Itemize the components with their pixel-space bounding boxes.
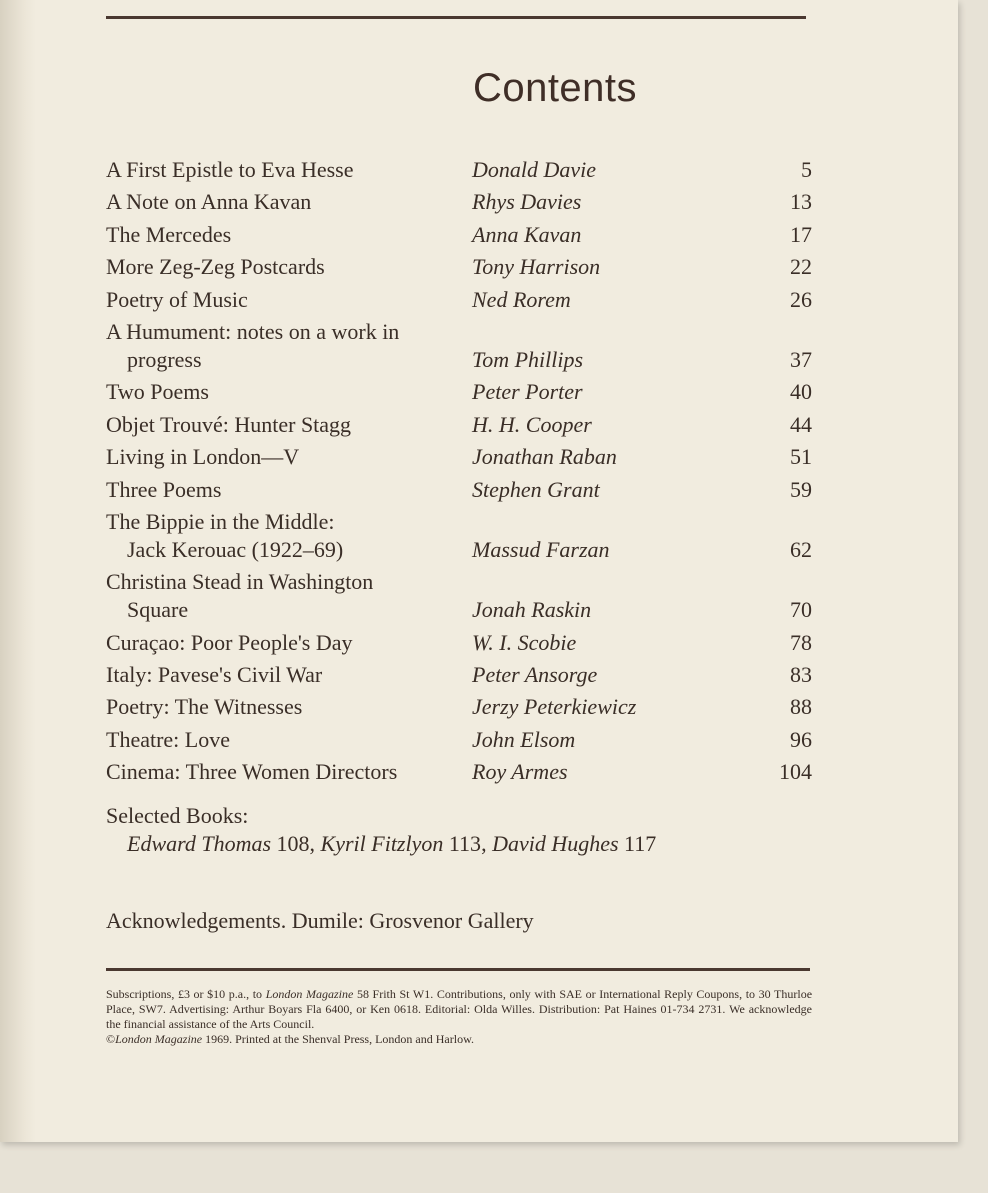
entry-title: Theatre: Love (106, 726, 230, 752)
entry-author: Rhys Davies (472, 189, 582, 215)
entry-author: John Elsom (472, 726, 576, 752)
entry-author: Tony Harrison (472, 254, 601, 280)
book-separator: , (309, 831, 321, 856)
entry-page-number: 44 (790, 411, 812, 437)
entry-title: More Zeg-Zeg Postcards (106, 254, 325, 280)
entry-author: Jonathan Raban (472, 444, 617, 470)
entry-author: Stephen Grant (472, 476, 600, 502)
entry-author: Donald Davie (472, 157, 597, 182)
entry-title: Cinema: Three Women Directors (106, 759, 398, 785)
contents-entry (106, 693, 812, 721)
footer-magazine-name: London Magazine (265, 987, 354, 1001)
entry-page-number: 5 (801, 157, 812, 182)
entry-author: H. H. Cooper (472, 411, 592, 437)
contents-entry (106, 508, 812, 564)
entry-title: Italy: Pavese's Civil War (106, 662, 323, 688)
contents-entry (106, 188, 812, 216)
entry-title: A First Epistle to Eva Hesse (106, 157, 354, 182)
selected-books-list (106, 830, 656, 858)
book-separator: , (481, 831, 493, 856)
entry-page-number: 70 (790, 597, 812, 623)
entry-author: Massud Farzan (472, 536, 610, 562)
contents-entry (106, 476, 812, 504)
entry-page-number: 51 (790, 444, 812, 470)
entry-author: Peter Porter (472, 379, 583, 405)
selected-books (106, 802, 656, 858)
entry-author: Ned Rorem (472, 286, 571, 312)
book-author: David Hughes (492, 831, 619, 856)
acknowledgements: Acknowledgements. Dumile: Grosvenor Gallery (106, 908, 534, 933)
publication-notice (106, 987, 812, 1047)
contents-entry (106, 629, 812, 657)
footer-details: 58 Frith St W1. Contributions, only with SAE or International Reply Coupons, to 30 Thurloe Place, SW7. Advertising: Arthur Boyars Fla 6400, or Ken 0618. Editorial: Olda Willes. Distribution: Pat Haines 01-734 2731. We acknowledge the financial assistance of the Arts Council. (106, 987, 813, 1031)
entry-page-number: 59 (790, 476, 812, 502)
entry-page-number: 104 (779, 759, 812, 785)
entry-page-number: 83 (790, 662, 812, 688)
top-rule (106, 16, 806, 19)
page-title: Contents (472, 66, 638, 110)
entry-title-continued: Jack Kerouac (1922–69) (127, 536, 344, 562)
contents-entry (106, 758, 812, 786)
entry-page-number: 96 (790, 726, 812, 752)
entry-title: Curaçao: Poor People's Day (106, 629, 353, 655)
contents-entry (106, 378, 812, 406)
entry-title: A Humument: notes on a work in (106, 318, 400, 344)
entry-page-number: 88 (790, 694, 812, 720)
entry-author: Tom Phillips (472, 346, 584, 372)
entry-page-number: 78 (790, 629, 812, 655)
entry-author: Roy Armes (472, 759, 568, 785)
entry-page-number: 22 (790, 254, 812, 280)
contents-entry (106, 318, 812, 374)
entry-title-continued: progress (127, 346, 202, 372)
contents-entry (106, 443, 812, 471)
entry-title-continued: Square (127, 597, 189, 623)
entry-title: Living in London—V (106, 444, 300, 470)
book-author: Kyril Fitzlyon (320, 831, 444, 856)
bottom-rule (106, 968, 810, 971)
book-author: Edward Thomas (127, 831, 272, 856)
contents-entry (106, 411, 812, 439)
entry-author: Peter Ansorge (472, 662, 598, 688)
entry-title: Two Poems (106, 379, 209, 405)
page-gutter-shadow (0, 0, 36, 1142)
contents-list (106, 156, 812, 791)
contents-entry (106, 286, 812, 314)
entry-page-number: 40 (790, 379, 812, 405)
entry-title: Objet Trouvé: Hunter Stagg (106, 411, 352, 437)
entry-title: Poetry of Music (106, 286, 248, 312)
selected-books-heading: Selected Books: (106, 803, 249, 828)
contents-entry (106, 726, 812, 754)
book-page-number: 117 (624, 831, 657, 856)
copyright-symbol: © (106, 1032, 116, 1046)
contents-entry (106, 156, 812, 184)
contents-entry (106, 221, 812, 249)
book-page-number: 108 (276, 831, 310, 856)
contents-entry (106, 568, 812, 624)
entry-title: The Mercedes (106, 221, 232, 247)
entry-author: W. I. Scobie (472, 629, 577, 655)
entry-title: Poetry: The Witnesses (106, 694, 303, 720)
entry-page-number: 37 (790, 346, 812, 372)
entry-title: Christina Stead in Washington (106, 569, 374, 595)
entry-title: The Bippie in the Middle: (106, 508, 335, 534)
entry-page-number: 26 (790, 286, 812, 312)
entry-author: Jonah Raskin (472, 597, 592, 623)
book-page-number: 113 (448, 831, 482, 856)
entry-page-number: 17 (790, 221, 812, 247)
footer-magazine-name-copyright: London Magazine (115, 1032, 203, 1046)
entry-page-number: 62 (790, 536, 812, 562)
entry-title: A Note on Anna Kavan (106, 189, 312, 215)
entry-author: Jerzy Peterkiewicz (472, 694, 637, 720)
footer-subscriptions: Subscriptions, £3 or $10 p.a., to (106, 987, 263, 1001)
entry-page-number: 13 (790, 189, 812, 215)
footer-printer: 1969. Printed at the Shenval Press, London and Harlow. (205, 1032, 474, 1046)
entry-title: Three Poems (106, 476, 222, 502)
contents-entry (106, 661, 812, 689)
contents-entry (106, 253, 812, 281)
entry-author: Anna Kavan (472, 221, 582, 247)
